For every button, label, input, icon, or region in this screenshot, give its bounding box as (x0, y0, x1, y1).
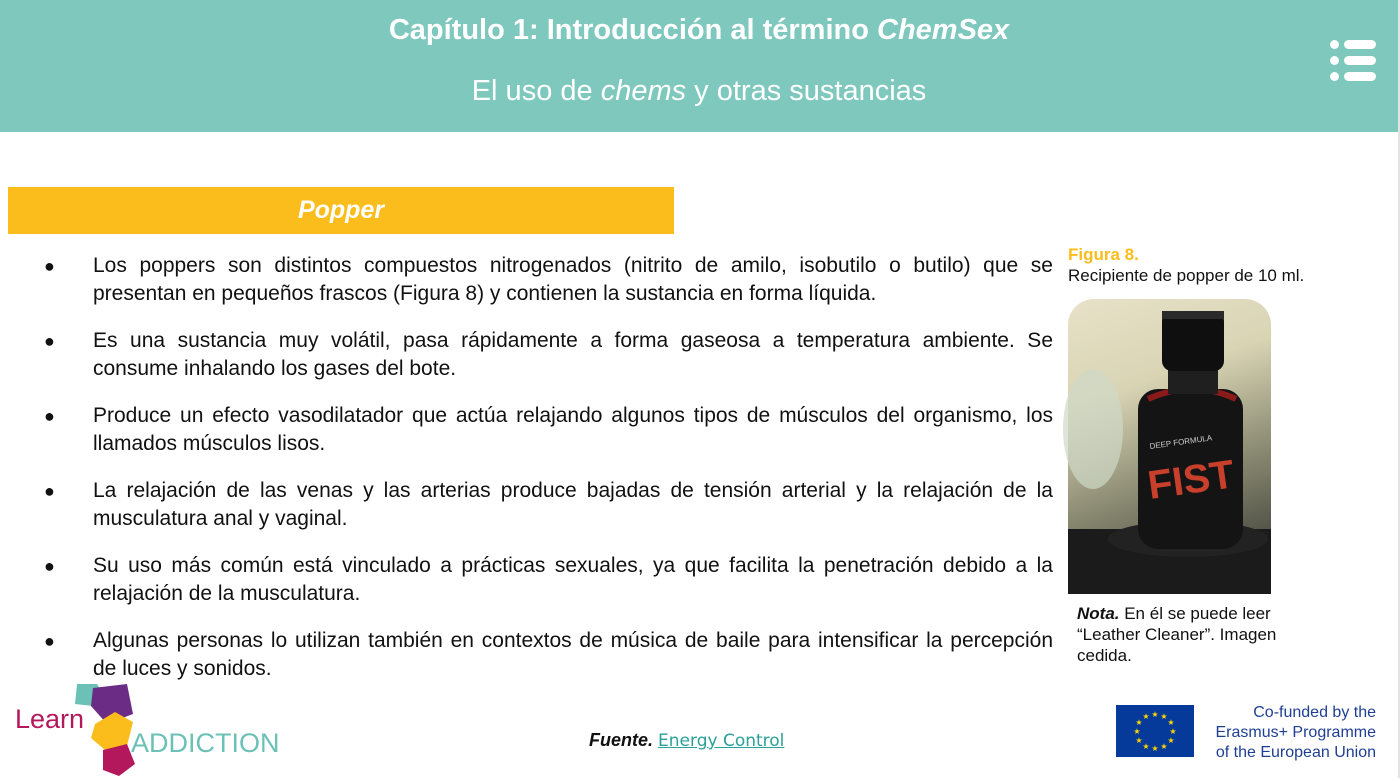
svg-text:★: ★ (1160, 712, 1168, 721)
chapter-title: Capítulo 1: Introducción al término ChemSex (388, 14, 1010, 46)
svg-text:★: ★ (1167, 736, 1175, 745)
section-title: Popper (297, 196, 385, 224)
list-menu-icon[interactable] (1330, 40, 1376, 82)
logo-learn-text: Learn (15, 704, 85, 734)
energy-control-link[interactable]: Energy Control (658, 731, 785, 751)
svg-text:FIST: FIST (1145, 452, 1238, 508)
title-emphasis: ChemSex (877, 14, 1010, 46)
list-item: ● Los poppers son distintos compuestos nitrogenados (nitrito de amilo, isobutilo o butilo) que se presentan en pequeños frascos (Figura 8) y contienen la sustancia en forma líquida. (44, 254, 1053, 305)
figure-caption: Recipiente de popper de 10 ml. (1068, 266, 1305, 285)
section-header (8, 187, 674, 234)
svg-text:★: ★ (1169, 727, 1177, 736)
chapter-subtitle: El uso de chems y otras sustancias (471, 75, 927, 107)
svg-text:★: ★ (1135, 736, 1143, 745)
erasmus-cofunding-text: Co-funded by the Erasmus+ Programme of the European Union (1215, 704, 1376, 761)
list-item: ● Su uso más común está vinculado a prácticas sexuales, ya que facilita la penetración debido a la relajación de la musculatura. (44, 554, 1053, 605)
list-item: ● La relajación de las venas y las arterias produce bajadas de tensión arterial y la relajación de la musculatura anal y vaginal. (44, 479, 1053, 530)
svg-text:★: ★ (1133, 727, 1141, 736)
figure-label: Figura 8. (1068, 245, 1139, 264)
logo-addiction-text: ADDICTION (131, 728, 280, 758)
svg-text:★: ★ (1135, 718, 1143, 727)
subtitle-emphasis: chems (600, 75, 687, 107)
svg-text:★: ★ (1151, 710, 1159, 719)
svg-text:DEEP FORMULA: DEEP FORMULA (1149, 433, 1213, 451)
source-citation: Fuente. Energy Control (589, 730, 785, 751)
svg-text:★: ★ (1160, 742, 1168, 751)
list-item: ● Es una sustancia muy volátil, pasa rápidamente a forma gaseosa a temperatura ambiente. Se consume inhalando los gases del bote. (44, 329, 1053, 380)
bullet-list (40, 252, 1053, 702)
popper-bottle-photo (1068, 299, 1271, 594)
eu-flag-icon (1116, 705, 1194, 757)
list-item: ● Algunas personas lo utilizan también en contextos de música de baile para intensificar la percepción de luces y sonidos. (44, 629, 1053, 680)
svg-text:★: ★ (1151, 744, 1159, 753)
list-item: ● Produce un efecto vasodilatador que actúa relajando algunos tipos de músculos del organismo, los llamados músculos lisos. (44, 404, 1053, 455)
header-banner (0, 0, 1398, 132)
svg-text:★: ★ (1167, 718, 1175, 727)
learn-addiction-logo (15, 684, 280, 776)
figure-note: Nota. En él se puede leer “Leather Cleaner”. Imagen cedida. (1077, 604, 1277, 665)
svg-text:★: ★ (1142, 712, 1150, 721)
svg-text:★: ★ (1142, 742, 1150, 751)
